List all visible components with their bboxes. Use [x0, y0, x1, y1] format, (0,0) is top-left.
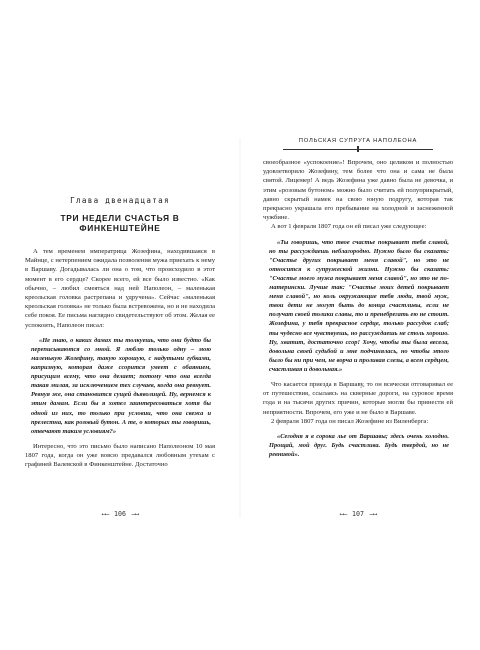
- left-paragraph-2: Интересно, что это письмо было написано Наполеоном 10 мая 1807 года, когда он уже вовсю предавался любовным утехам с графиней Валевской в Финкенштейне. Достаточно: [25, 442, 215, 469]
- left-page: [25, 138, 215, 518]
- folio-ornament-left: ⟵⟵: [340, 510, 353, 518]
- chapter-title: ТРИ НЕДЕЛИ СЧАСТЬЯ В ФИНКЕНШТЕЙНЕ: [60, 213, 180, 233]
- left-quote-1: «Не знаю, о каких дамах ты толкуешь, что они будто бы переписываются со мной. Я люблю только одну – мою маленькую Жозефину, такую хорошую, с надутыми губками, капризную, которая даже ссорится умеет с обаянием, присущим всему, что она делает; потому что она всегда такая милая, за исключением тех случаев, когда она ревнует. Ревнуя же, она становится сущей дьяволицей. Ну, вернемся к этим дамам. Если бы я хотел заинтересоваться хотя бы одной из них, то только при условии, что она свежа и прелестна, как розовый бутон. А те, о которых ты говоришь, отвечают таким условиям?»: [31, 336, 211, 435]
- left-page-body: [25, 196, 215, 469]
- book-spread: [25, 138, 457, 518]
- right-paragraph-1: своеобразное «успокоение»! Впрочем, оно целиком и полностью удовлетворило Жозефину, тем более что она и сама не была святой. Лицемер! А ведь Жозефина уже давно была не девочка, и этим «розовым бутоном» можно было считать ей полуприкрытый, давно скрытый намек на свою юную подругу, которая так прекрасно украшала его пребывание на холодной и заснеженной чужбине.: [263, 159, 453, 222]
- right-page-body: [263, 158, 453, 462]
- running-rule-tick: [357, 146, 359, 152]
- folio-ornament-right: ⟶⟶: [363, 510, 376, 518]
- right-quote-2: «Сегодня я в сорока лье от Варшавы; здесь очень холодно. Прощай, мой друг. Будь счастлива. Будь твердой, но не ревнивой».: [269, 433, 449, 459]
- right-paragraph-2: А вот 1 февраля 1807 года он ей писал уже следующее:: [271, 223, 427, 231]
- folio-ornament-right: ⟶⟶: [125, 510, 138, 518]
- running-head-rule: [283, 146, 433, 152]
- right-folio-text: 107: [352, 510, 364, 518]
- chapter-label: Глава двенадцатая: [70, 196, 170, 205]
- right-paragraph-4: 2 февраля 1807 года он писал Жозефине из Виленберга:: [271, 417, 429, 425]
- right-page: [263, 138, 453, 518]
- folio-ornament-left: ⟵⟵: [102, 510, 115, 518]
- left-page-number: [25, 510, 215, 518]
- left-paragraph-1: А тем временем императрица Жозефина, находившаяся в Майнце, с нетерпением ожидала позволения мужа приехать к нему в Варшаву. Догадывалась ли она о том, что происходило в этот момент в его сердце? Скорее всего, ей все было известно. «Как обычно, – любил смеяться над ней Наполеон, – маленькая креольская головка растрепана и удручена». Сейчас «маленькая креольская головка» не только была встревожена, но и не находила себе покоя. Ее письма наглядно свидетельствуют об этом. Желая ее успокоить, Наполеон писал:: [25, 248, 215, 329]
- left-folio-text: 106: [114, 510, 126, 518]
- running-head: ПОЛЬСКАЯ СУПРУГА НАПОЛЕОНА: [298, 138, 418, 144]
- right-quote-1: «Ты говоришь, что твое счастье покрывает тебя славой, но ты рассуждаешь неблагородно. Нужно было бы сказать: "Счастье других покрывает меня славой", но это не относится к супружеской жизни. Нужно бы сказать: "Счастье моего мужа покрывает меня славой", но это не по-матерински. Лучше так: "Счастье моих детей покрывает меня славой", но коль окружающие тебя люди, твой муж, твои дети не могут быть до конца счастливы, если не получат своей толики славы, то и пренебрегать ею не стоит. Жозефина, у тебя прекрасное сердце, только рассудок слаб; ты чудесно все чувствуешь, но рассуждаешь не столь хорошо. Ну, хватит, достаточно ссор! Хочу, чтобы ты была весела, довольна своей судьбой и мне подчинялась, но чтобы этого было бы ни при чем, не ворча и проливая слезы, а всем сердцем, счастливая и довольная.»: [269, 238, 449, 373]
- right-page-number: [263, 510, 453, 518]
- right-paragraph-3: Что касается приезда в Варшаву, то он всячески отговаривал ее от путешествия, ссылаясь на скверные дороги, на суровое время года и на тысячи других причин, которые могли бы принести ей неприятности. Впрочем, его уже и не было в Варшаве.: [263, 381, 453, 416]
- page-gutter: [239, 138, 241, 518]
